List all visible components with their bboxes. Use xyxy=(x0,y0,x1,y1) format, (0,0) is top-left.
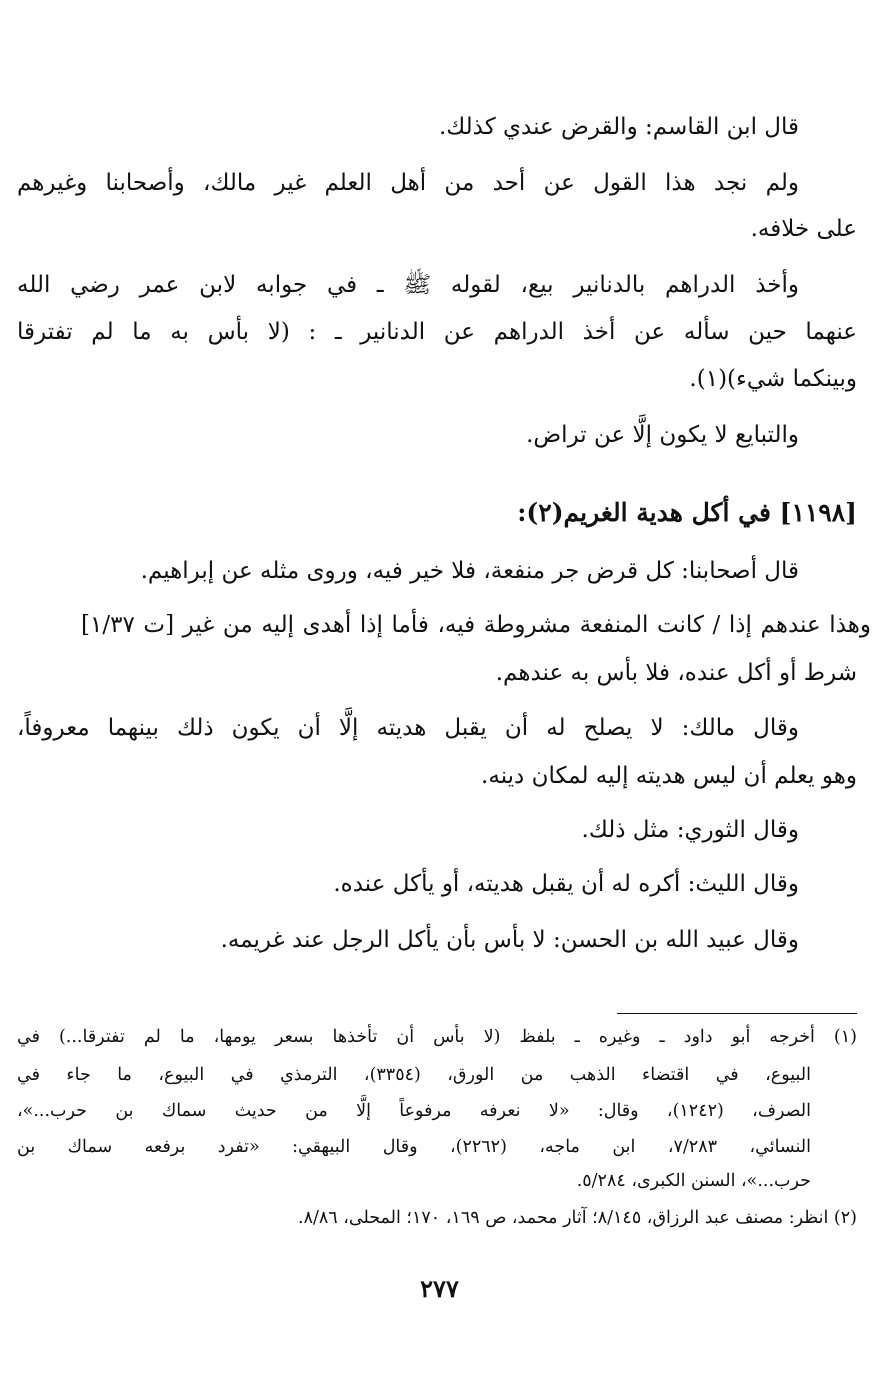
body-line-12: وهو يعلم أن ليس هديته إليه لمكان دينه. xyxy=(481,763,857,789)
body-line-5: عنهما حين سأله عن أخذ الدراهم عن الدنانير ـ : (لا بأس به ما لم تفترقا xyxy=(17,319,857,345)
body-line-14: وقال الليث: أكره له أن يقبل هديته، أو يأكل عنده. xyxy=(333,871,799,897)
body-line-8: قال أصحابنا: كل قرض جر منفعة، فلا خير فيه، وروى مثله عن إبراهيم. xyxy=(140,558,799,584)
body-line-1: قال ابن القاسم: والقرض عندي كذلك. xyxy=(438,114,799,140)
section-heading: [١١٩٨] في أكل هدية الغريم(٢): xyxy=(517,498,857,527)
body-line-3: على خلافه. xyxy=(750,216,857,242)
page-number: ٢٧٧ xyxy=(420,1274,459,1303)
footnote-separator xyxy=(617,1013,857,1014)
footnote-1-line-2: البيوع، في اقتضاء الذهب من الورق، (٣٣٥٤)، الترمذي في البيوع، ما جاء في xyxy=(17,1065,811,1085)
body-line-10: شرط أو أكل عنده، فلا بأس به عندهم. xyxy=(495,660,857,686)
body-line-15: وقال عبيد الله بن الحسن: لا بأس بأن يأكل الرجل عند غريمه. xyxy=(220,927,799,953)
footnote-2: (٢) انظر: مصنف عبد الرزاق، ٨/١٤٥؛ آثار محمد، ص ١٦٩، ١٧٠؛ المحلى، ٨/٨٦. xyxy=(297,1208,857,1228)
body-line-13: وقال الثوري: مثل ذلك. xyxy=(581,817,799,843)
body-line-2: ولم نجد هذا القول عن أحد من أهل العلم غير مالك، وأصحابنا وغيرهم xyxy=(17,170,799,196)
body-line-9: وهذا عندهم إذا / كانت المنفعة مشروطة فيه، فأما إذا أهدى إليه من غير [ت ١/٣٧] xyxy=(81,612,871,638)
footnote-1-line-5: حرب...»، السنن الكبرى، ٥/٢٨٤. xyxy=(576,1171,811,1191)
body-line-4: وأخذ الدراهم بالدنانير بيع، لقوله ﷺ ـ في جوابه لابن عمر رضي الله xyxy=(17,272,799,298)
footnote-1-line-1: (١) أخرجه أبو داود ـ وغيره ـ بلفظ (لا بأس أن تأخذها بسعر يومها، ما لم تفترقا...) في xyxy=(17,1027,857,1047)
footnote-1-line-4: النسائي، ٧/٢٨٣، ابن ماجه، (٢٢٦٢)، وقال البيهقي: «تفرد برفعه سماك بن xyxy=(17,1137,811,1157)
body-line-11: وقال مالك: لا يصلح له أن يقبل هديته إلَّا أن يكون ذلك بينهما معروفاً، xyxy=(17,715,799,741)
body-line-6: وبينكما شيء)(١). xyxy=(689,366,857,392)
body-line-7: والتبايع لا يكون إلَّا عن تراض. xyxy=(526,422,799,448)
footnote-1-line-3: الصرف، (١٢٤٢)، وقال: «لا نعرفه مرفوعاً إلَّا من حديث سماك بن حرب...»، xyxy=(17,1101,811,1121)
